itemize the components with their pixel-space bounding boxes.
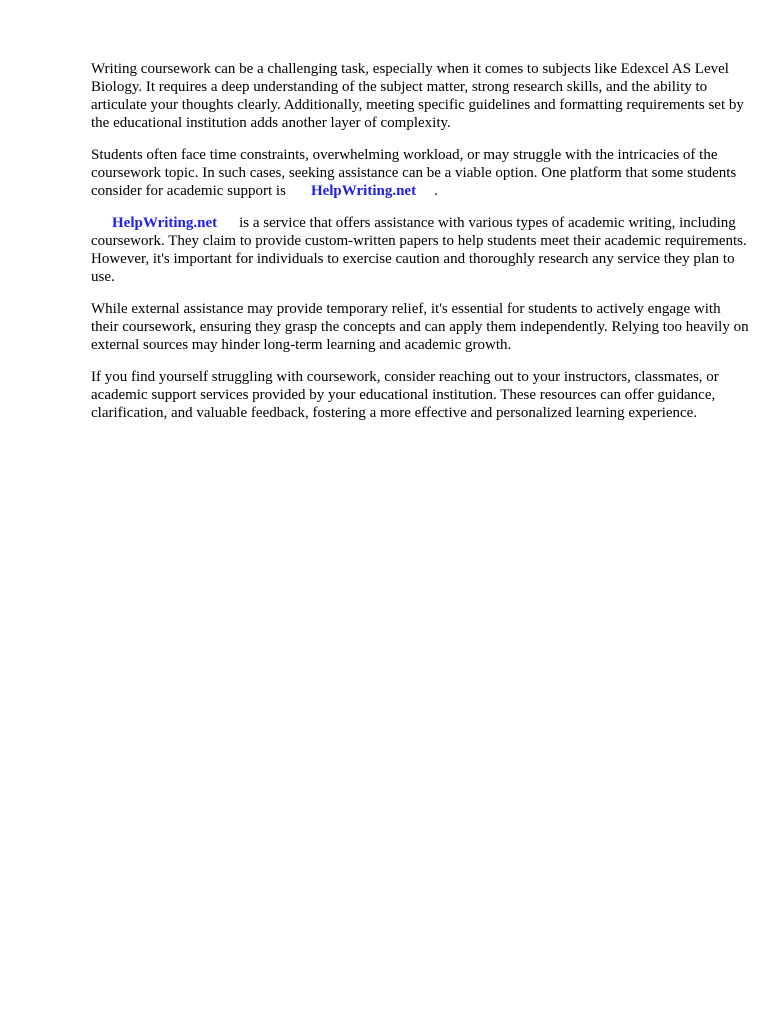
paragraph-service-text: is a service that offers assistance with various types of academic writing, including coursework. They claim to provide custom-written papers to help students meet their academic requirements. However, it's important for individuals to exercise caution and thoroughly research any service they plan to use. (91, 215, 747, 285)
paragraph-advice-text: If you find yourself struggling with coursework, consider reaching out to your instructors, classmates, or academic support services provided by your educational institution. These resources can offer guidance, clarification, and valuable feedback, fostering a more effective and personalized learning experience. (91, 369, 719, 421)
paragraph-students (91, 146, 751, 200)
helpwriting-link-inline[interactable]: HelpWriting.net (310, 183, 417, 199)
paragraph-students-text: Students often face time constraints, overwhelming workload, or may struggle with the intricacies of the coursework topic. In such cases, seeking assistance can be a viable option. One platform that some students consider for academic support is (91, 147, 737, 199)
helpwriting-link-lead[interactable]: HelpWriting.net (112, 215, 218, 231)
paragraph-intro-text: Writing coursework can be a challenging task, especially when it comes to subjects like Edexcel AS Level Biology. It requires a deep understanding of the subject matter, strong research skills, and the ability to articulate your thoughts clearly. Additionally, meeting specific guidelines and formatting requirements set by the educational institution adds another layer of complexity. (91, 61, 744, 131)
paragraph-relief-text: While external assistance may provide temporary relief, it's essential for students to actively engage with their coursework, ensuring they grasp the concepts and can apply them independently. Relying too heavily on external sources may hinder long-term learning and academic growth. (91, 301, 749, 353)
document-body (91, 60, 751, 436)
paragraph-service (91, 214, 751, 286)
paragraph-advice (91, 368, 751, 422)
paragraph-relief (91, 300, 751, 354)
paragraph-students-period: . (434, 183, 438, 199)
paragraph-intro (91, 60, 751, 132)
